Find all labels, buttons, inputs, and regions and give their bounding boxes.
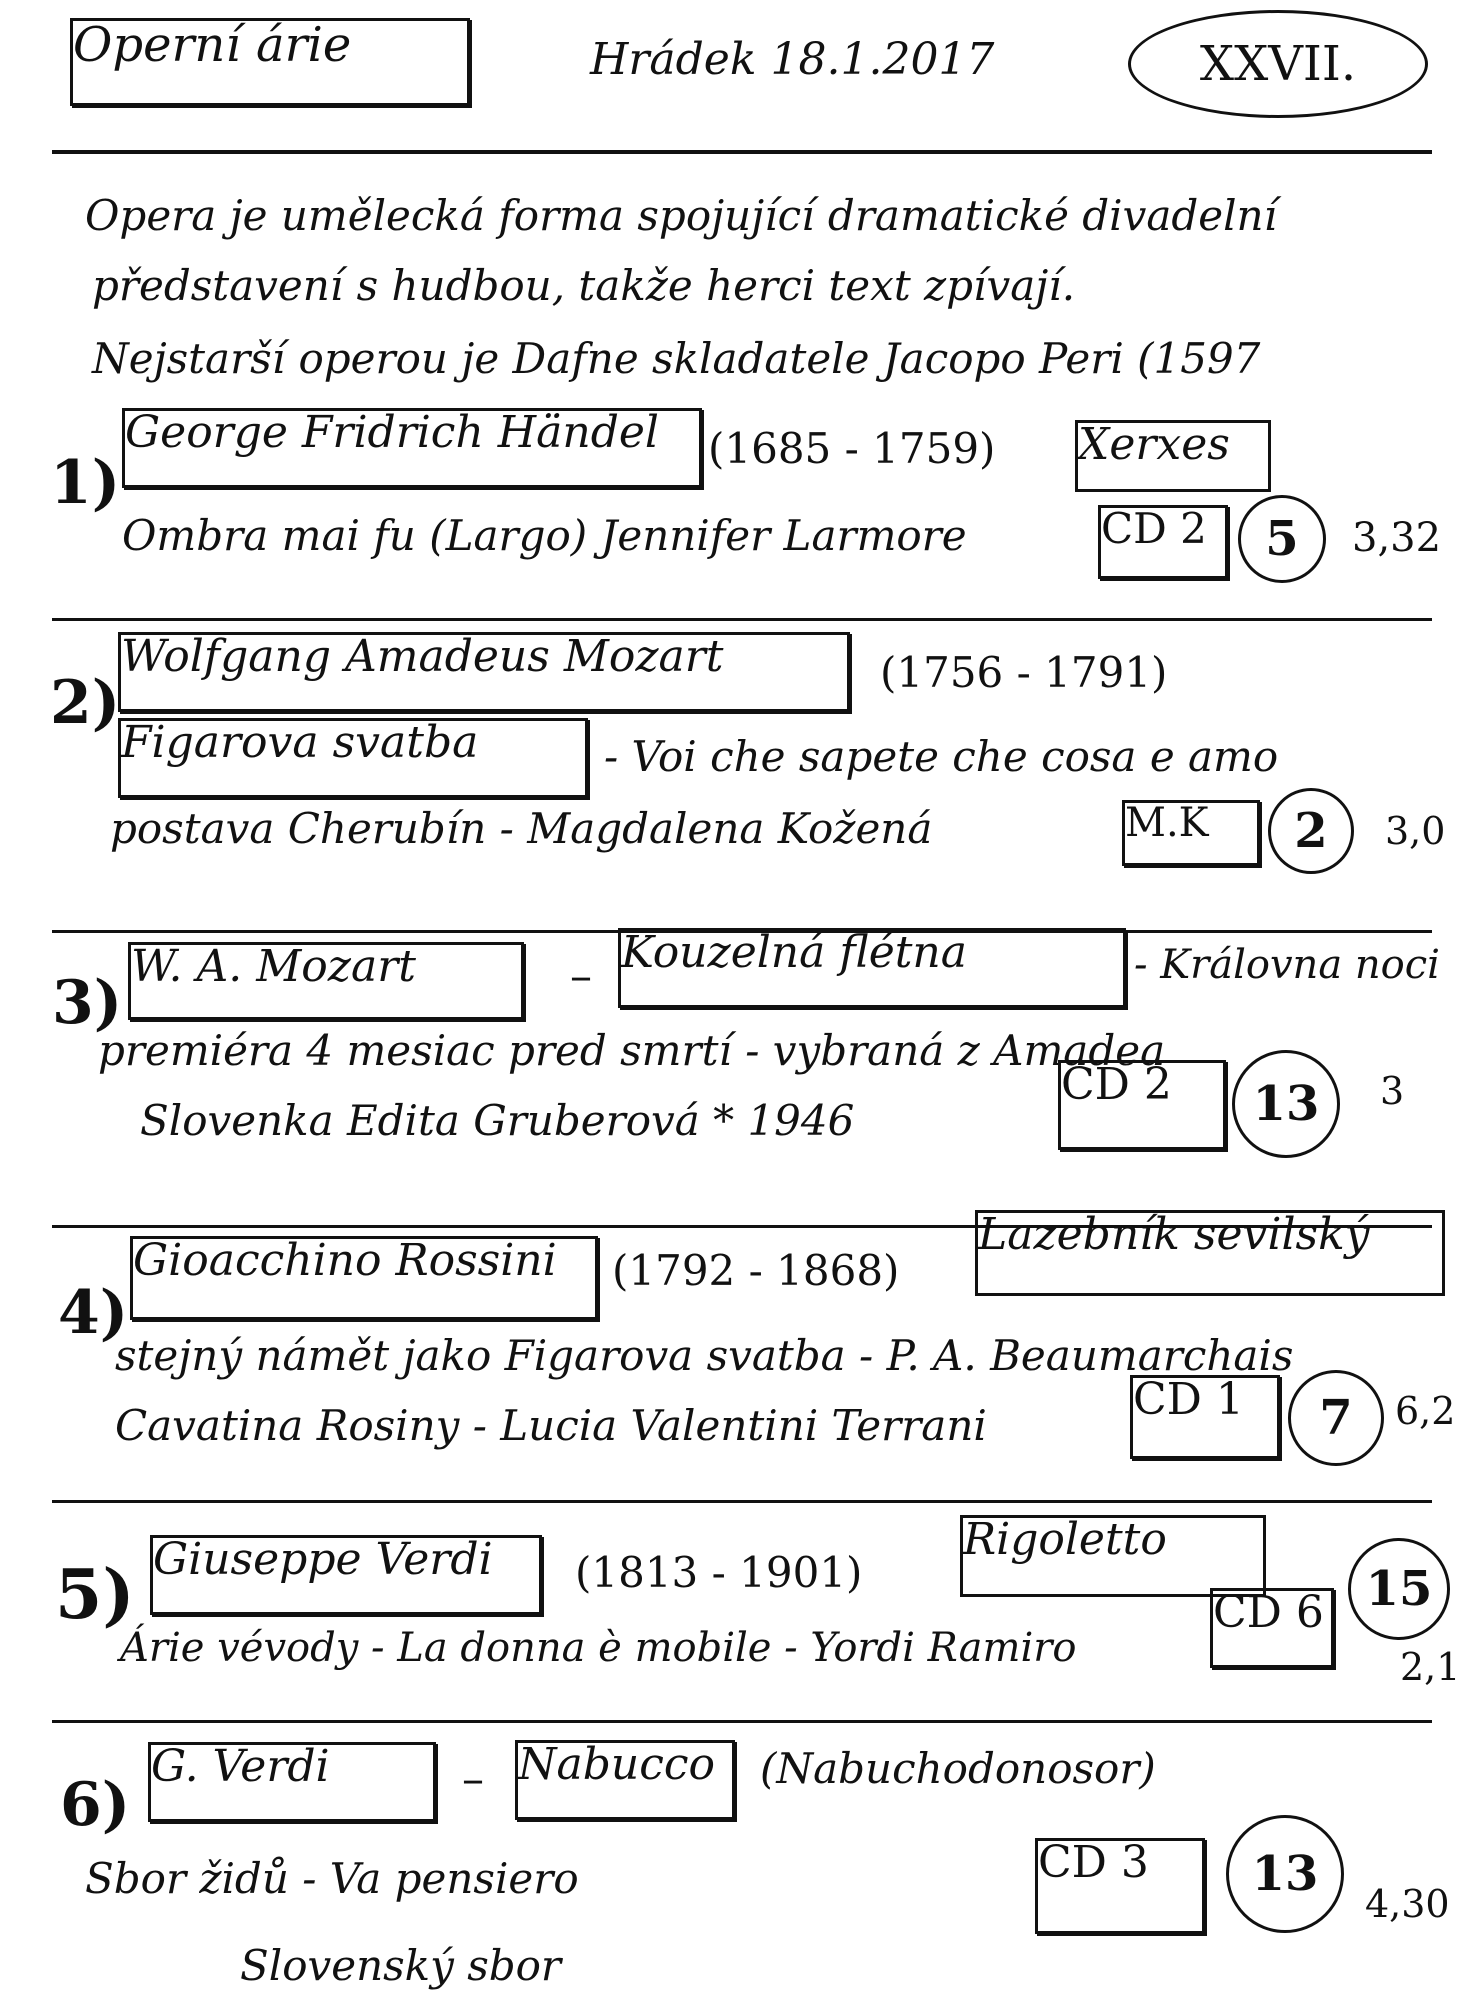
entry-4-index: 4) — [58, 1278, 129, 1348]
entry-4-opera-box — [975, 1210, 1445, 1296]
entry-2-opera: Figarova svatba — [121, 717, 479, 768]
entry-4-years: (1792 - 1868) — [612, 1246, 900, 1295]
entry-1-cd: CD 2 — [1101, 504, 1207, 553]
intro-line-1: Opera je umělecká forma spojující dramatické divadelní — [85, 191, 1278, 240]
entry-5-opera-box — [960, 1515, 1266, 1597]
entry-1-composer-box — [122, 408, 702, 488]
entry-6-opera-note: (Nabuchodonosor) — [760, 1744, 1156, 1793]
entry-3-line1-tail: - Královna noci — [1134, 942, 1440, 988]
entry-5-composer: Giuseppe Verdi — [153, 1534, 493, 1585]
entry-5-years: (1813 - 1901) — [575, 1548, 863, 1597]
entry-1-track: 5 — [1265, 511, 1299, 567]
divider-5 — [52, 1720, 1432, 1723]
entry-1-years: (1685 - 1759) — [708, 424, 996, 473]
entry-5-track: 15 — [1365, 1561, 1433, 1617]
divider-1 — [52, 618, 1432, 621]
entry-2-cd: M.K — [1125, 800, 1209, 846]
entry-1-line2: Ombra mai fu (Largo) Jennifer Larmore — [122, 511, 967, 560]
entry-4-track-circle — [1288, 1370, 1384, 1466]
entry-1-opera: Xerxes — [1078, 419, 1230, 470]
entry-1-composer: George Fridrich Händel — [125, 407, 659, 458]
entry-6-opera-box — [515, 1740, 735, 1820]
entry-6-dash: – — [462, 1754, 484, 1805]
entry-3-opera-box — [618, 928, 1126, 1008]
entry-3-opera: Kouzelná flétna — [621, 927, 968, 978]
entry-3-composer: W. A. Mozart — [131, 941, 416, 992]
lesson-number-oval — [1128, 10, 1428, 118]
entry-6-track: 13 — [1251, 1846, 1319, 1902]
entry-3-cd-box — [1058, 1060, 1226, 1150]
entry-5-line2: Árie vévody - La donna è mobile - Yordi Ramiro — [120, 1625, 1077, 1671]
intro-line-2: představení s hudbou, takže herci text zpívají. — [92, 261, 1076, 310]
entry-5-cd-box — [1210, 1588, 1334, 1668]
entry-5-cd: CD 6 — [1213, 1587, 1324, 1638]
entry-6-opera: Nabucco — [518, 1739, 716, 1790]
entry-1-opera-box — [1075, 420, 1271, 492]
entry-4-cd: CD 1 — [1133, 1374, 1244, 1425]
entry-2-line3: postava Cherubín - Magdalena Kožená — [110, 804, 933, 853]
entry-6-track-circle — [1226, 1815, 1344, 1933]
entry-4-composer: Gioacchino Rossini — [133, 1235, 557, 1286]
page-title: Operní árie — [73, 17, 352, 73]
place-date: Hrádek 18.1.2017 — [590, 34, 995, 85]
entry-3-line2: premiéra 4 mesiac pred smrtí - vybraná z Amadea — [98, 1026, 1166, 1075]
entry-4-composer-box — [130, 1236, 598, 1320]
entry-2-composer-box — [118, 632, 850, 712]
entry-6-composer-box — [148, 1742, 436, 1822]
entry-3-track-circle — [1232, 1050, 1340, 1158]
intro-line-3: Nejstarší operou je Dafne skladatele Jacopo Peri (1597 — [92, 334, 1261, 383]
entry-4-line3: Cavatina Rosiny - Lucia Valentini Terrani — [115, 1401, 987, 1450]
entry-4-opera: Lazebník sevilský — [978, 1209, 1370, 1260]
entry-3-cd: CD 2 — [1061, 1059, 1172, 1110]
entry-2-track: 2 — [1294, 803, 1328, 859]
entry-5-composer-box — [150, 1535, 542, 1615]
entry-3-duration: 3 — [1380, 1069, 1405, 1113]
entry-3-dash: – — [570, 951, 592, 1002]
lesson-number: XXVII. — [1199, 36, 1357, 92]
entry-6-composer: G. Verdi — [151, 1741, 330, 1792]
entry-2-index: 2) — [50, 668, 121, 738]
entry-4-track: 7 — [1319, 1390, 1353, 1446]
entry-6-cd: CD 3 — [1038, 1837, 1149, 1888]
entry-2-years: (1756 - 1791) — [880, 648, 1168, 697]
entry-1-duration: 3,32 — [1352, 515, 1442, 561]
entry-6-line3: Slovenský sbor — [240, 1941, 562, 1990]
entry-3-line3: Slovenka Edita Gruberová * 1946 — [140, 1096, 855, 1145]
entry-1-track-circle — [1238, 495, 1326, 583]
entry-6-cd-box — [1035, 1838, 1205, 1934]
entry-2-opera-box — [118, 718, 588, 798]
entry-5-opera: Rigoletto — [963, 1514, 1167, 1565]
entry-1-index: 1) — [50, 448, 121, 518]
header-divider — [52, 150, 1432, 154]
entry-3-composer-box — [128, 942, 524, 1020]
entry-2-track-circle — [1268, 788, 1354, 874]
entry-2-line2: - Voi che sapete che cosa e amo — [604, 732, 1279, 781]
entry-6-duration: 4,30 — [1365, 1882, 1450, 1926]
entry-2-duration: 3,0 — [1385, 809, 1446, 853]
entry-2-composer: Wolfgang Amadeus Mozart — [121, 631, 724, 682]
entry-5-duration: 2,1 — [1400, 1645, 1461, 1689]
entry-5-index: 5) — [55, 1555, 135, 1635]
entry-5-track-circle — [1348, 1538, 1450, 1640]
entry-3-index: 3) — [52, 968, 123, 1038]
entry-6-index: 6) — [60, 1770, 131, 1840]
title-box — [70, 18, 470, 106]
entry-6-line2: Sbor židů - Va pensiero — [85, 1854, 579, 1903]
entry-1-cd-box — [1098, 505, 1228, 579]
divider-4 — [52, 1500, 1432, 1503]
entry-4-cd-box — [1130, 1375, 1280, 1459]
entry-2-cd-box — [1122, 800, 1260, 866]
entry-4-duration: 6,2 — [1395, 1389, 1456, 1433]
entry-4-line2: stejný námět jako Figarova svatba - P. A. Beaumarchais — [115, 1331, 1294, 1380]
entry-3-track: 13 — [1252, 1076, 1320, 1132]
